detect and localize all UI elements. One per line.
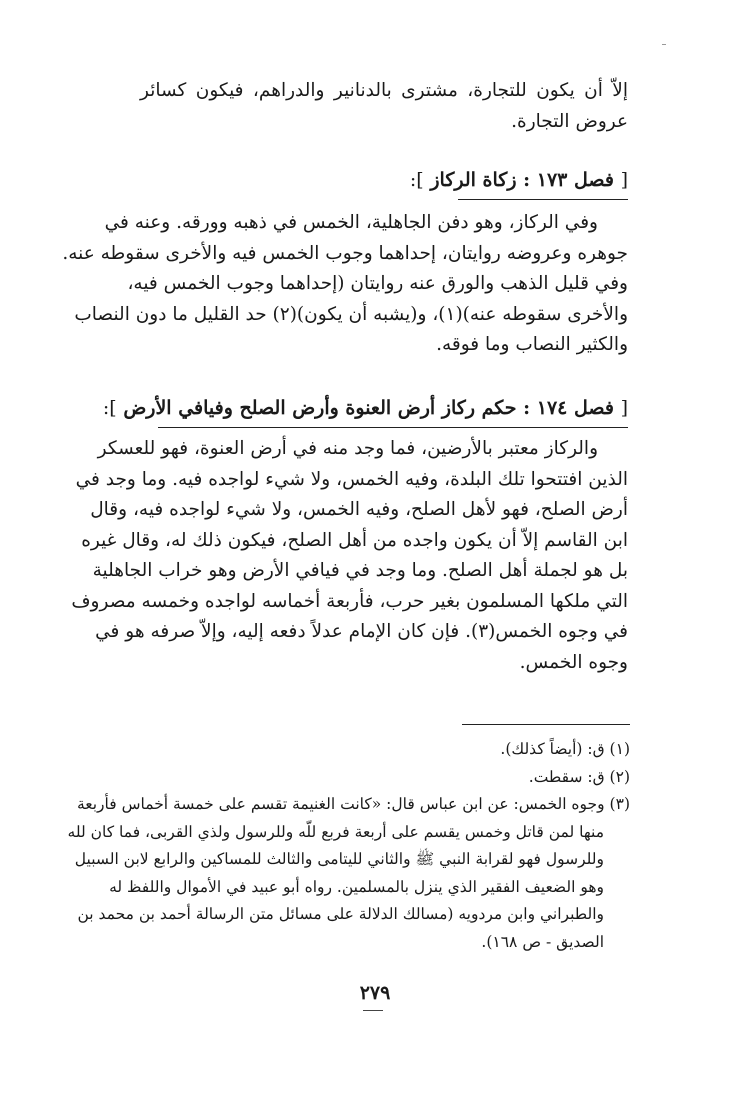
text-line: الذين افتتحوا تلك البلدة، وفيه الخمس، ولا شيء لواجده فيه. وما وجد في — [75, 468, 628, 490]
footnote-line: منها لمن قاتل وخمس يقسم على أربعة فربع للّه وللرسول ولذي القربى، فما كان لله — [67, 822, 604, 841]
text-line: التي ملكها المسلمون بغير حرب، فأربعة أخماسه لواجده وخمسه مصروف — [71, 590, 628, 612]
section-heading-173 — [409, 165, 628, 200]
text-line: ابن القاسم إلاّ أن يكون واجده من أهل الصلح، فيكون ذلك له، وقال غيره — [81, 529, 628, 551]
footnote-line: وللرسول فهو لقرابة النبي ﷺ والثاني لليتامى والثالث للمساكين والرابع لابن السبيل — [74, 850, 604, 868]
footnotes — [67, 736, 630, 956]
footnote-line: الصديق - ص ١٦٨). — [481, 932, 604, 951]
heading-text: فصل ١٧٣ : زكاة الركاز — [430, 169, 614, 191]
page-number-underline — [363, 1010, 383, 1011]
text-line: والركاز معتبر بالأرضين، فما وجد منه في أرض العنوة، فهو للعسكر — [97, 438, 598, 459]
intro-paragraph — [140, 76, 628, 137]
close-bracket: ]: — [102, 397, 117, 419]
footnote-separator — [462, 724, 630, 725]
page-number: ٢٧٩ — [359, 982, 391, 1004]
text-line: وجوه الخمس. — [519, 651, 628, 673]
text-line: جوهره وعروضه روايتان، إحداهما وجوب الخمس فيه والأخرى سقوطه عنه. — [62, 242, 628, 264]
text-line: عروض التجارة. — [511, 110, 628, 132]
heading-text: فصل ١٧٤ : حكم ركاز أرض العنوة وأرض الصلح وفيافي الأرض — [123, 397, 614, 419]
text-line: أرض الصلح، فهو لأهل الصلح، وفيه الخمس، ولا شيء لواجده فيه، وقال — [90, 499, 628, 520]
footnote-3 — [67, 791, 630, 956]
footnote-line: (٣) وجوه الخمس: عن ابن عباس قال: «كانت الغنيمة تقسم على خمسة أخماس فأربعة — [76, 795, 630, 813]
footnote-2: (٢) ق: سقطت. — [528, 767, 630, 786]
close-bracket: ]: — [409, 169, 424, 191]
footnote-line: وهو الضعيف الفقير الذي ينزل بالمسلمين. رواه أبو عبيد في الأموال واللفظ له — [109, 877, 604, 896]
open-bracket: [ — [620, 397, 628, 419]
section-173-paragraph — [62, 208, 628, 361]
footnote-1: (١) ق: (أيضاً كذلك). — [500, 740, 630, 758]
section-heading-174 — [102, 393, 628, 428]
section-174-paragraph — [71, 434, 628, 678]
open-bracket: [ — [620, 169, 628, 191]
text-line: إلاّ أن يكون للتجارة، مشترى بالدنانير والدراهم، فيكون كسائر — [140, 80, 628, 101]
footnote-line: والطبراني وابن مردويه (مسالك الدلالة على مسائل متن الرسالة أحمد بن محمد بن — [77, 905, 604, 923]
text-line: في وجوه الخمس(٣). فإن كان الإمام عدلاً دفعه إليه، وإلاّ صرفه هو في — [95, 621, 628, 642]
text-line: والكثير النصاب وما فوقه. — [436, 334, 628, 355]
text-line: بل هو لجملة أهل الصلح. وما وجد في فيافي الأرض وهو خراب الجاهلية — [92, 560, 628, 581]
scan-speck — [662, 44, 666, 45]
text-line: وفي الركاز، وهو دفن الجاهلية، الخمس في ذهبه وورقه. وعنه في — [104, 212, 598, 233]
text-line: وفي قليل الذهب والورق عنه روايتان (إحداهما وجوب الخمس فيه، — [127, 273, 628, 294]
text-line: والأخرى سقوطه عنه)(١)، و(يشبه أن يكون)(٢) حد القليل ما دون النصاب — [74, 303, 628, 325]
